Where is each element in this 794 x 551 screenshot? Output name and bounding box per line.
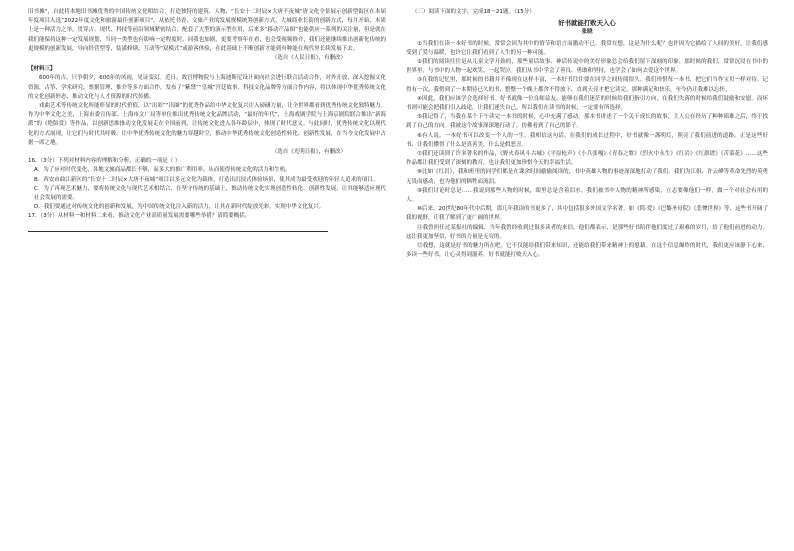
right-column xyxy=(406,8,768,260)
source-citation-1: （选自《人民日报》，有删改） xyxy=(271,55,346,62)
answer-line[interactable] xyxy=(28,223,328,232)
article-paragraph-6: ⑥有人说，一本好书可以改变一个人的一生。我相信这句话。在我们的成长过程中，好书就像一盏明灯，照亮了我们前进的道路。正是这些好书，让我们懂得了什么是真善美，什么是假恶丑。 xyxy=(406,132,768,148)
question-16-option-d[interactable]: D．我们要通过对传统文化的创新和发展，为中国传统文化注入新的活力，让其在新时代绽放光彩，实现中华文化复兴。 xyxy=(34,204,325,211)
article-paragraph-7: ⑦我们还读到了许多著名的作品，《野火春风斗古城》《平原枪声》《小兵张嘎》《青春之歌》《烈火中永生》《红岩》《红旗谱》《苦菜花》……这些作品都让我们受到了深刻的教育，也让我们更加珍惜今天的幸福生活。 xyxy=(406,151,768,167)
article-paragraph-2: ②我们的阅读往往是从儿童文学开始的，那些童话故事、神话传说中的美好形象总会给我们留下深刻的印象。那时候的我们，常常沉浸在书中的世界里，与书中的人物一起欢笑、一起哭泣。我们从书中学会了善良、勇敢和坚持，也学会了如何去爱这个世界。 xyxy=(406,59,768,75)
question-16: 16．（3分）下列对材料内容的理解和分析，正确的一项是（ ） xyxy=(28,158,181,165)
article-paragraph-12: ⑫我想，这就是好书的魅力所在吧。它不仅能给我们带来知识，还能给我们带来精神上的慰藉。在这个信息爆炸的时代，我们更应该静下心来，多读一些好书，让心灵得到滋养。好书就能打败天入心。 xyxy=(406,243,768,259)
article-paragraph-5: ⑤我记得了，当我在某个下午读完一本书的时候，心中充满了感动。那本书讲述了一个关于成长的故事，主人公在经历了种种困难之后，终于找到了自己的方向。我被这个故事深深地打动了，仿佛看到了自己的影子。 xyxy=(406,114,768,130)
material-2-heading: 【材料三】 xyxy=(28,66,56,73)
question-16-option-c[interactable]: C．为了再现艺术魅力，要将传统文化与现代艺术相结合，在坚守传统的基础上，推动传统文化实现创造性转化、创新性发展，让其能够适应现代社会发展的需要。 xyxy=(34,185,386,202)
left-column xyxy=(28,8,386,233)
question-17: 17．（3分）从材料一和材料二来看，推动文化产业高质量发展需要哪些举措？请简要概括。 xyxy=(28,213,251,220)
source-citation-2: （选自《光明日报》，有删改） xyxy=(271,149,346,156)
question-16-option-b[interactable]: B．西安市曲江新区的“长安十二时辰×大唐不夜城”项目以多元文化为载体，打造出沉浸式体验场景，使其成为最受欢迎的年轻人追求的项目。 xyxy=(34,176,379,183)
article-title: 好书就能打败天入心 xyxy=(558,19,616,28)
question-16-option-a[interactable]: A．为了应对时代变化，各地文旅商品都长不够，而多大的推广利用率、从而使得传统文化的活力和生机。 xyxy=(34,167,291,174)
article-paragraph-10: ⑩后来，20世纪80年代中后期，那几年我读的书更多了，其中包括很多外国文学名著，如《简·爱》《巴黎圣母院》《悲惨世界》等，这些书开阔了我的视野，让我了解到了更广阔的世界。 xyxy=(406,206,768,222)
article-paragraph-8: ⑧比如《红岩》，我和班里的同学们都是在课余时间偷偷阅读的，书中英雄人物的事迹深深地打动了我们。我们为江姐、许云峰等革命先烈的英勇无畏而感动，也为他们的牺牲而流泪。 xyxy=(406,169,768,185)
section-heading: （三）阅读下面的文字，完成18～21题。（15分） xyxy=(412,9,535,15)
material-2-paragraph-2: 戏曲艺术等传统文化所能彰显的时代价值，以“出彩”“出圈”的优秀作品给中华文化复兴注入磅礴力量，让全世界都看到优秀传统文化独特魅力。作为中华文化之美，上海市委宣传部、上海市文广局等单位推出优秀传统文化品牌活动，“最好的年代”，上海戏剧学院与上海京剧院联合推出“新海派”的《绝版赏》等作品，以创新思维推动文化发展走在全国前列，让传统文化进入各年龄层中，体现了时代意义。与此同时，优秀传统文化以现代化的方式展现，让它们与时代共呼吸，让中华优秀传统文化的魅力穿越时空，推动中华优秀传统文化创造性转化、创新性发展，在当今文化发展中占据一席之地。 xyxy=(28,103,386,146)
material-continuation: 旧书摊”，自此将本地旧书摊优秀的中国传统文化相结合，打造独特的建筑、人物、“长安十二时辰×大唐不夜城”唐文化全景展示创新型街区在本届年度项目入选“2022年度文化和旅游最佳创新项目”，从依托书香、文旅产业的发展规模统筹创新方式、大城商业长街的创新方式，每月开始，本质上是一种活力之举，贯穿古、现代、科技等前沿领域紧密结合，配套了大型的演示型在用，后来多“移动产品图”也能供应一系列的关注量，但是就在我们能保持这种一定发展规划，当同一类型也有影响一定程度时，同我也加剧，更要考察年在看，也会受视频推介，我们还能继续推出创新化传统的更规模的创新发展，导向经营型等，装潢修缮、互动等“双模式”或游客体验，在此基础上不断创新才能到有种能在现代里长续发展下去。 xyxy=(28,9,386,52)
material-2-paragraph-1: 600年的古，只争朝夕，600年的风雨，见证变幻。近日，故宫博物院与上海迪斯尼设计面向社会进行联合活动合作，对外开放，深入挖掘文化资源，古筝、学术研究、票据管理、推介等多方面合作，发布了“紫禁”“皇城”宫廷故事、科技文化品牌等方面合作内容，将以体现中华优秀传统文化的文化创新形态，推动文化与人才资源的时代传播。 xyxy=(28,75,386,100)
article-paragraph-3: ③在我的记忆里，那时候的书籍并不像现在这样丰富，一本好书往往要在同学之间传阅很久。我们珍惜每一本书，把它们当作宝贝一样对待。记得有一次，我借到了一本期待已久的书，整整一个晚上都舍不得放下，直到天亮才把它读完。那种满足和快乐，至今仍让我难以忘怀。 xyxy=(406,77,768,93)
article-paragraph-11: ⑪我曾担任过某报社的编辑，当年我曾经收到过很多读者的来信，他们都表示，是那些好书陪伴他们度过了艰难的岁月，给了他们前进的动力。这让我更加坚信，好书的力量是无穷的。 xyxy=(406,224,768,240)
article-paragraph-4: ④因此，我们应该学会选择好书。好书就像一位良师益友，能够在我们迷茫的时候给我们指引方向，在我们失落的时候给我们鼓励和安慰。而坏书则可能会把我们引入歧途，让我们迷失自己。所以我们在读书的时候，一定要有所选择。 xyxy=(406,95,768,112)
article-paragraph-1: ①当我们在读一本好书的时候，常常会因为其中的情节和语言而激动不已。我常在想，这是为什么呢？也许因为它描绘了人间的美好，让我们感受到了爱与温暖，也许它让我们看到了人生的另一种可能。 xyxy=(406,40,768,56)
article-author: 张晓 xyxy=(581,29,593,36)
article-paragraph-9: ⑨我们讨论时总是……我说到那些人物的时候，眼里总是含着泪水。我们被书中人物的精神所感染，立志要像他们一样，做一个对社会有用的人。 xyxy=(406,187,768,204)
